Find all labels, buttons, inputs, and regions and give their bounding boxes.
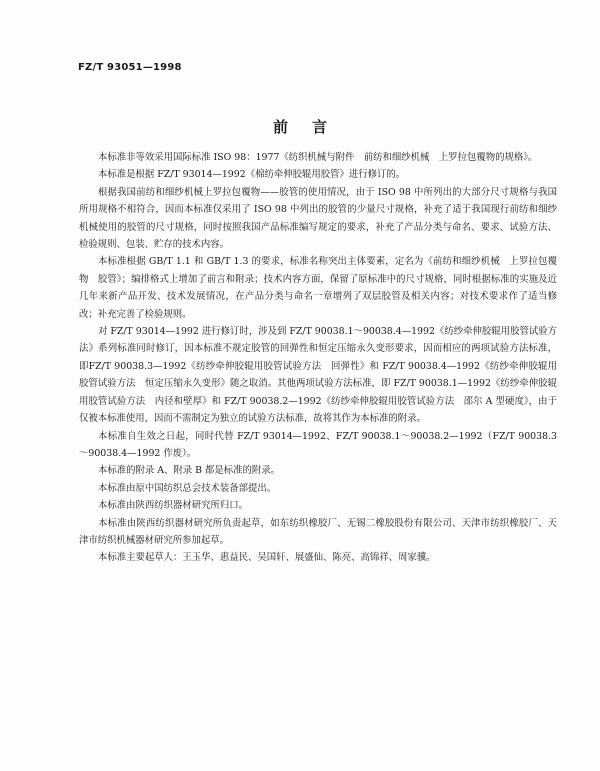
paragraph-test-methods: 对 FZ/T 93014—1992 进行修订时，涉及到 FZ/T 90038.1～90038.4—1992《纺纱牵伸胶辊用胶管试验方法》系列标准同时修订，因本标准不规定胶管的回弹性和恒定压缩永久变形要求，因而相应的两项试验方法标准，即FZ/T 90038.3—1992《纺纱牵伸胶辊用胶管试验方法 回弹性》和 FZ/T 90038.4—1992《纺纱牵伸胶辊用胶管试验方法 恒定压缩永久变形》随之取消。其他两项试验方法标准，即 FZ/T 90038.1—1992《纺纱牵伸胶辊用胶管试验方法 内径和壁厚》和 FZ/T 90038.2—1992《纺纱牵伸胶辊用胶管试验方法 邵尔 A 型硬度》，由于仅被本标准使用，因而不需制定为独立的试验方法标准，故将其作为本标准的附录。 xyxy=(79,326,557,425)
page-title: 前言 xyxy=(272,118,351,136)
paragraph-drafting-units: 本标准由陕西纺织器材研究所负责起草，如东纺织橡胶厂、无锡二橡胶股份有限公司、天津市纺织橡胶厂、天津市纺织机械器材研究所参加起草。 xyxy=(79,517,557,546)
paragraph-adoption: 本标准非等效采用国际标准 ISO 98：1977《纺织机械与附件 前纺和细纱机械 上罗拉包覆物的规格》。 xyxy=(98,152,538,163)
paragraph-usage: 根据我国前纺和细纱机械上罗拉包覆物——胶管的使用情况，由于 ISO 98 中所列出的大部分尺寸规格与我国所用规格不相符合，因而本标准仅采用了 ISO 98 中列出的胶管的少量尺寸规格，补充了适于我国现行前纺和细纱机械使用的胶管的尺寸规格，同时按照我国产品标准编写规定的要求，补充了产品分类与命名、要求、试验方法、检验规则、包装、贮存的技术内容。 xyxy=(79,186,557,251)
paragraph-naming: 本标准根据 GB/T 1.1 和 GB/T 1.3 的要求，标准名称突出主体要素，定名为《前纺和细纱机械 上罗拉包覆物 胶管》；编排格式上增加了前言和附录；技术内容方面，保留了原标准中的尺寸规格，同时根据标准的实施及近几年来新产品开发、技术发展情况，在产品分类与命名一章增列了双层胶管及相关内容；对技术要求作了适当修改；补充完善了检验规则。 xyxy=(79,256,557,320)
paragraph-responsible: 本标准由陕西纺织器材研究所归口。 xyxy=(98,500,249,512)
paragraph-drafters: 本标准主要起草人：王玉华、惠益民、吴国轩、展盛仙、陈亮、高锦祥、周家骥。 xyxy=(98,552,436,564)
standard-code: FZ/T 93051—1998 xyxy=(78,62,182,73)
paragraph-supersedes: 本标准自生效之日起，同时代替 FZ/T 93014—1992、FZ/T 90038.1～90038.2—1992（FZ/T 90038.3～90038.4—1992 作废）。 xyxy=(79,430,557,459)
paragraph-annexes: 本标准的附录 A、附录 B 都是标准的附录。 xyxy=(98,465,280,477)
foreword-body xyxy=(79,149,557,567)
paragraph-revision-basis: 本标准是根据 FZ/T 93014—1992《棉纺牵伸胶辊用胶管》进行修订的。 xyxy=(98,169,406,181)
paragraph-proposed-by: 本标准由原中国纺织总会技术装备部提出。 xyxy=(98,482,277,494)
